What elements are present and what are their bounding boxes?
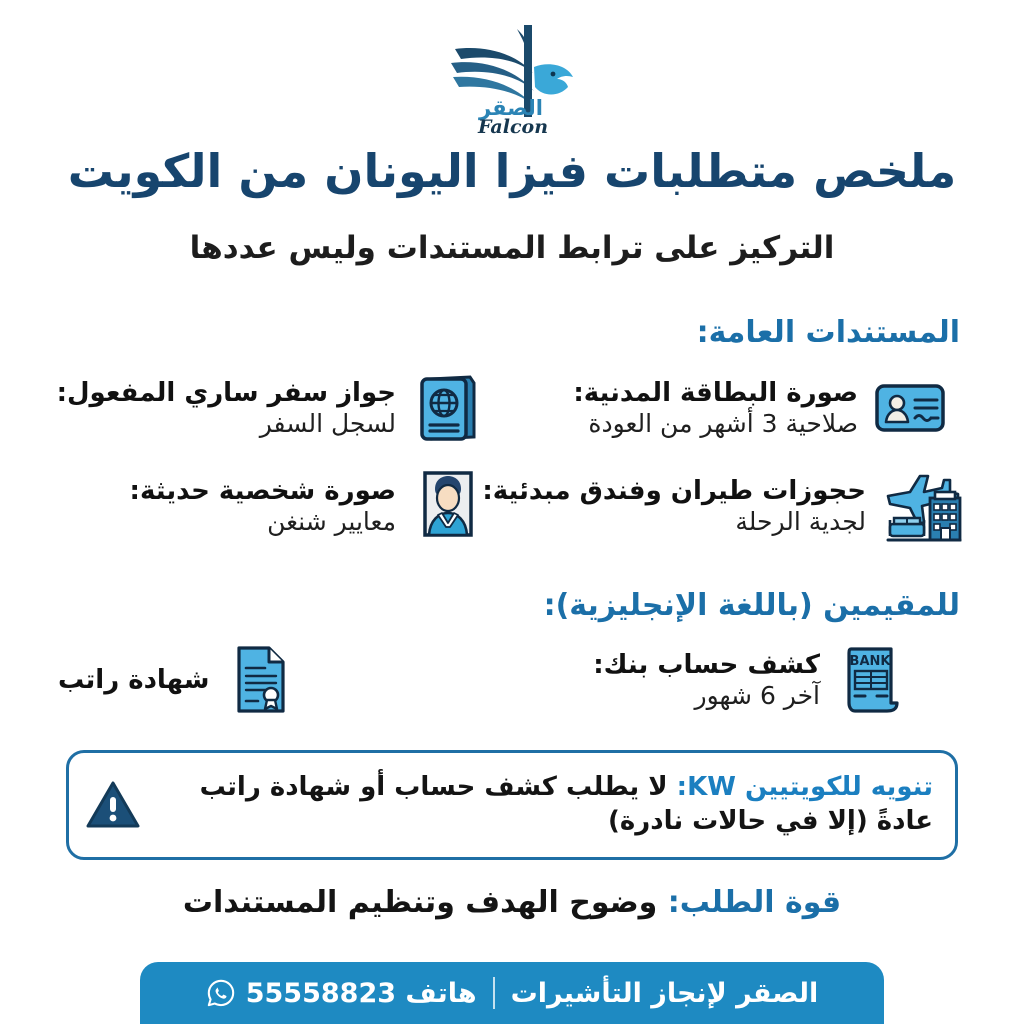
- item-subtitle: آخر 6 شهور: [694, 680, 820, 710]
- item-subtitle: لجدية الرحلة: [735, 506, 866, 536]
- logo-latin-text: Falcon: [477, 116, 549, 137]
- passport-icon: [410, 368, 486, 448]
- footer-phone: هاتف 55558823: [245, 977, 477, 1009]
- item-portrait-photo: [58, 466, 498, 546]
- item-subtitle: لسجل السفر: [259, 408, 396, 438]
- item-title: شهادة راتب: [58, 664, 210, 695]
- section-heading-residents: للمقيمين (باللغة الإنجليزية):: [543, 588, 960, 623]
- warning-note-body: لا يطلب كشف حساب أو شهادة راتب عادةً (إلا في حالات نادرة): [199, 772, 933, 836]
- items-row: [58, 466, 966, 546]
- item-text: [58, 665, 209, 696]
- item-text: [57, 378, 396, 438]
- item-title: صورة شخصية حديثة:: [129, 475, 396, 506]
- items-row: [58, 640, 966, 720]
- page-subtitle: التركيز على ترابط المستندات وليس عددها: [189, 230, 835, 266]
- closing-body: وضوح الهدف وتنظيم المستندات: [182, 885, 668, 920]
- page-title: ملخص متطلبات فيزا اليونان من الكويت: [67, 144, 957, 198]
- id-card-icon: [872, 368, 948, 448]
- warning-note-box: [66, 750, 958, 860]
- item-title: جواز سفر ساري المفعول:: [56, 377, 396, 408]
- item-salary-certificate: [58, 640, 498, 720]
- brand-logo: [0, 8, 1024, 140]
- bank-statement-icon: [834, 640, 910, 720]
- portrait-photo-icon: [410, 466, 486, 546]
- whatsapp-icon[interactable]: [206, 978, 236, 1008]
- items-general: [58, 368, 966, 558]
- item-title: صورة البطاقة المدنية:: [573, 377, 858, 408]
- flight-hotel-icon: [880, 466, 966, 546]
- item-id-card: [526, 368, 966, 448]
- section-heading-general: المستندات العامة:: [696, 315, 960, 350]
- item-text: [58, 476, 396, 536]
- bank-label-text: BANK: [849, 654, 891, 669]
- warning-note-text: [157, 771, 933, 839]
- footer-bar: [140, 962, 884, 1024]
- salary-certificate-icon: [223, 640, 299, 720]
- logo-arabic-text: الصقر: [479, 96, 543, 120]
- item-flight-hotel: [482, 466, 966, 546]
- item-bank-statement: [526, 640, 966, 720]
- item-subtitle: صلاحية 3 أشهر من العودة: [588, 408, 858, 438]
- item-passport: [58, 368, 498, 448]
- items-residents: [58, 640, 966, 732]
- items-row: [58, 368, 966, 448]
- falcon-logo-icon: [437, 11, 587, 137]
- footer-divider: [493, 977, 495, 1009]
- item-title: حجوزات طيران وفندق مبدئية:: [482, 475, 866, 506]
- closing-line: [50, 885, 974, 920]
- item-subtitle: معايير شنغن: [267, 506, 396, 536]
- closing-lead: قوة الطلب:: [667, 885, 842, 920]
- warning-triangle-icon: [85, 777, 141, 833]
- item-text: [482, 476, 866, 536]
- item-title: كشف حساب بنك:: [593, 649, 820, 680]
- warning-note-lead: تنويه للكويتيين KW:: [676, 772, 933, 803]
- item-text: [526, 650, 820, 710]
- footer-brand: الصقر لإنجاز التأشيرات: [510, 977, 819, 1009]
- item-text: [526, 378, 858, 438]
- footer-phone-group[interactable]: [206, 978, 477, 1009]
